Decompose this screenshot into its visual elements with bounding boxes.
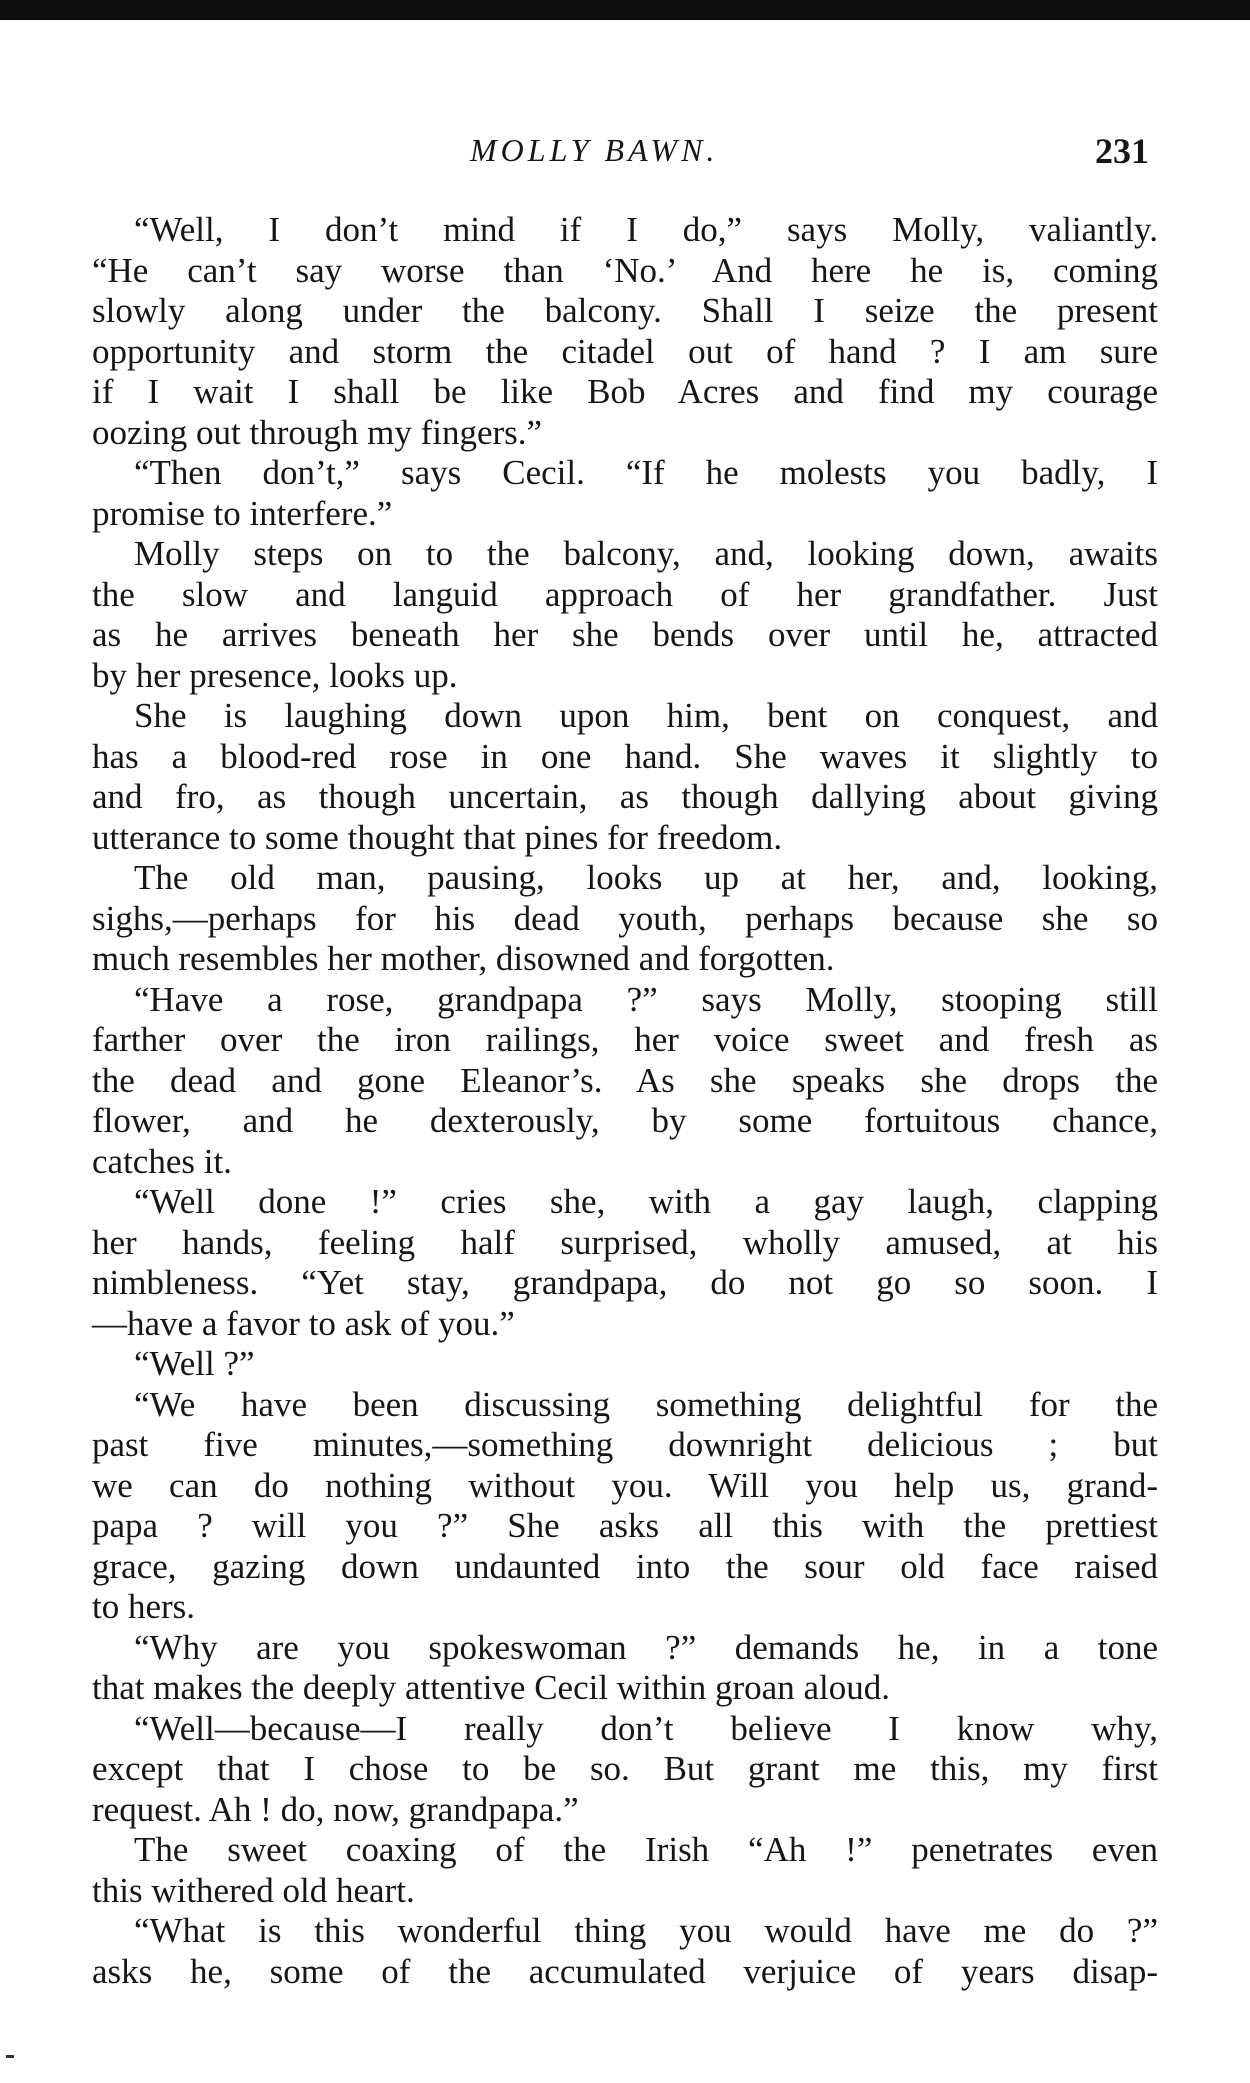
paragraph — [92, 1830, 1158, 1911]
page-number: 231 — [1095, 131, 1149, 171]
text-line: opportunity and storm the citadel out of hand ? I am sure — [92, 331, 1158, 371]
text-line: the slow and languid approach of her grandfather. Just — [92, 574, 1158, 614]
text-line: sighs,—perhaps for his dead youth, perhaps because she so — [92, 898, 1158, 938]
text-line: flower, and he dexterously, by some fortuitous chance, — [92, 1101, 1158, 1140]
paragraph — [92, 453, 1158, 534]
text-line: we can do nothing without you. Will you help us, grand- — [92, 1465, 1158, 1505]
paragraph — [92, 1628, 1158, 1709]
text-line: grace, gazing down undaunted into the sour old face raised — [92, 1546, 1158, 1586]
text-line: much resembles her mother, disowned and forgotten. — [92, 939, 835, 978]
text-line: as he arrives beneath her she bends over until he, attracted — [92, 615, 1158, 654]
text-line: “Well, I don’t mind if I do,” says Molly, valiantly. — [134, 210, 1158, 249]
text-line: “Well done !” cries she, with a gay laugh, clapping — [134, 1182, 1158, 1221]
text-line: asks he, some of the accumulated verjuice of years disap- — [92, 1951, 1158, 1991]
paragraph — [92, 1344, 1158, 1385]
paragraph — [92, 1182, 1158, 1344]
text-line: nimbleness. “Yet stay, grandpapa, do not go so soon. I — [92, 1263, 1158, 1302]
text-line: the dead and gone Eleanor’s. As she speaks she drops the — [92, 1060, 1158, 1100]
text-line: request. Ah ! do, now, grandpapa.” — [92, 1789, 579, 1829]
text-line: “We have been discussing something delightful for the — [134, 1384, 1158, 1424]
text-line: “What is this wonderful thing you would have me do ?” — [134, 1911, 1158, 1950]
text-line: to hers. — [92, 1587, 196, 1626]
text-line: promise to interfere.” — [92, 493, 393, 533]
text-line: slowly along under the balcony. Shall I seize the present — [92, 291, 1158, 330]
scan-edge-mark — [6, 2055, 14, 2058]
text-line: “Well—because—I really don’t believe I know why, — [134, 1708, 1158, 1748]
text-line: her hands, feeling half surprised, wholly amused, at his — [92, 1222, 1158, 1262]
text-line: —have a favor to ask of you.” — [92, 1303, 515, 1343]
text-line: “Why are you spokeswoman ?” demands he, in a tone — [134, 1627, 1158, 1667]
text-line: “Have a rose, grandpapa ?” says Molly, stooping still — [134, 979, 1158, 1019]
text-line: except that I chose to be so. But grant me this, my first — [92, 1749, 1158, 1788]
text-line: Molly steps on to the balcony, and, looking down, awaits — [134, 534, 1158, 573]
paragraph — [92, 1911, 1158, 1992]
text-line: “Well ?” — [134, 1344, 255, 1383]
text-line: if I wait I shall be like Bob Acres and find my courage — [92, 372, 1158, 411]
text-line: that makes the deeply attentive Cecil within groan aloud. — [92, 1668, 890, 1707]
text-line: farther over the iron railings, her voice sweet and fresh as — [92, 1020, 1158, 1059]
paragraph — [92, 980, 1158, 1183]
paragraph — [92, 534, 1158, 696]
running-head: MOLLY BAWN. — [470, 132, 719, 168]
text-line: papa ? will you ?” She asks all this with the prettiest — [92, 1506, 1158, 1545]
text-line: past five minutes,—something downright delicious ; but — [92, 1425, 1158, 1464]
text-line: “Then don’t,” says Cecil. “If he molests you badly, I — [134, 453, 1158, 492]
text-line: has a blood-red rose in one hand. She waves it slightly to — [92, 736, 1158, 776]
text-line: utterance to some thought that pines for freedom. — [92, 817, 783, 857]
paragraph — [92, 1709, 1158, 1831]
text-line: “He can’t say worse than ‘No.’ And here he is, coming — [92, 250, 1158, 290]
paragraph — [92, 1385, 1158, 1628]
paragraph — [92, 696, 1158, 858]
body-text — [92, 210, 1158, 1992]
text-line: oozing out through my fingers.” — [92, 412, 543, 452]
text-line: The old man, pausing, looks up at her, and, looking, — [134, 858, 1158, 897]
text-line: by her presence, looks up. — [92, 655, 458, 695]
text-line: this withered old heart. — [92, 1870, 415, 1910]
text-line: and fro, as though uncertain, as though dallying about giving — [92, 777, 1158, 816]
paragraph — [92, 858, 1158, 980]
paragraph — [92, 210, 1158, 453]
top-border-rule — [0, 0, 1250, 20]
text-line: catches it. — [92, 1141, 232, 1181]
text-line: The sweet coaxing of the Irish “Ah !” penetrates even — [134, 1830, 1158, 1869]
text-line: She is laughing down upon him, bent on conquest, and — [134, 696, 1158, 735]
